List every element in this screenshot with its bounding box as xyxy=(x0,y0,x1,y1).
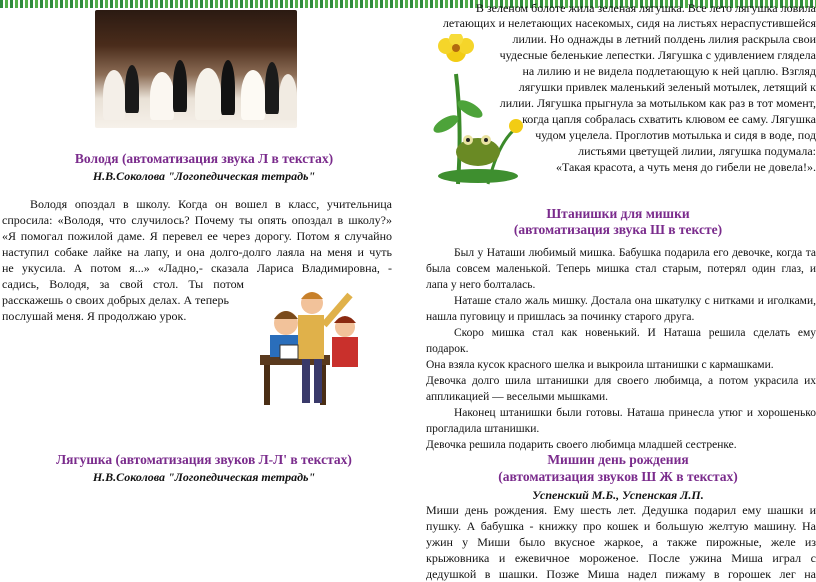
volodya-title: Володя (автоматизация звука Л в текстах) xyxy=(74,151,334,166)
text-line: когда цапля собралась схватить клювом ее саму. Лягушка xyxy=(522,112,816,126)
text-line: была совсем маленькой. Теперь мишка стал старым, потерял один глаз, и xyxy=(426,263,816,275)
text-line: чудом уцелела. Проглотив мотылька и сидя в воде, под xyxy=(535,128,816,142)
frog-title: Лягушка (автоматизация звуков Л-Л' в текстах) xyxy=(56,452,352,467)
text-line: расскажешь о своих добрых делах. А теперь xyxy=(2,293,229,307)
text-line: Девочка решила подарить своего любимца младшей сестренке. xyxy=(426,439,737,451)
text-line: лапа у него болталась. xyxy=(426,279,536,291)
schoolchildren-illustration xyxy=(250,275,370,415)
frog-story-text xyxy=(438,2,816,175)
text-line: нашла пуговицу и пришлась за починку старого друга. xyxy=(426,311,695,323)
text-line: дедушкой в шашки. Позже Миша надел пижаму в горошек лег на xyxy=(426,567,816,581)
birthday-subtitle: (автоматизация звуков Ш Ж в текстах) xyxy=(498,469,738,484)
text-line: «Я помогал пожилой даме. Я перевел ее через дорогу. Потом я случайно xyxy=(2,229,392,243)
pants-title: Штанишки для мишки xyxy=(546,206,690,221)
text-line: послушай меня. Я продолжаю урок. xyxy=(2,309,187,323)
text-line: подарок. xyxy=(426,343,469,355)
text-line: листьями цветущей лилии, лягушка подумала: xyxy=(578,144,816,158)
text-line: Наконец штанишки были готовы. Наташа принесла утюг и хорошенько xyxy=(454,407,816,419)
pants-subtitle: (автоматизация звука Ш в тексте) xyxy=(513,222,723,237)
text-line: аппликацией — веселыми мышками. xyxy=(426,391,609,403)
text-line: лилии. Но однажды в летний полдень лилия раскрыла свои xyxy=(512,32,816,46)
volodya-author: Н.В.Соколова "Логопедическая тетрадь" xyxy=(92,169,316,183)
text-line: Был у Наташи любимый мишка. Бабушка подарила его девочке, когда та xyxy=(454,247,816,259)
birthday-text xyxy=(426,502,816,582)
text-line: летающих и нелетающих насекомых, сидя на листьях нераспустившейся xyxy=(442,16,816,30)
text-line: спросила: «Володя, что случилось? Почему ты опять опоздал в школу?» xyxy=(2,213,392,227)
pants-text xyxy=(426,245,816,453)
text-line: Девочка долго шила штанишки для своего любимца, а потом украсила их xyxy=(426,375,816,387)
text-line: Она взяла кусок красного шелка и выкроила штанишки с кармашками. xyxy=(426,359,774,371)
birthday-author: Успенский М.Б., Успенская Л.П. xyxy=(532,488,704,502)
text-line: ужин у Миши было вкусное жаркое, а также пирожные, желе из xyxy=(426,535,816,549)
text-line: Скоро мишка стал как новенький. И Наташа решила сделать ему xyxy=(454,327,816,339)
text-line: чудесные беленькие лепестки. Лягушка с удивлением глядела xyxy=(499,48,816,62)
text-line: пушку. А бабушка - книжку про кошек и большую желтую машину. На xyxy=(426,519,816,533)
text-line: Володя опоздал в школу. Когда он вошел в класс, учительница xyxy=(30,197,392,211)
text-line: В зеленом болоте жила зеленая лягушка. Все лето лягушка ловила xyxy=(475,1,816,15)
text-line: наступил собаке лайке на лапу, и она долго-долго лаяла на меня и чуть xyxy=(2,245,392,259)
birthday-title: Мишин день рождения xyxy=(547,452,689,467)
text-line: садись, Володя, за свой стол. Ты потом xyxy=(2,277,244,291)
text-line: крыжовника и ежевичное мороженое. После ужина Миша играл с xyxy=(426,551,816,565)
frog-author: Н.В.Соколова "Логопедическая тетрадь" xyxy=(92,470,316,484)
text-line: лилии. Лягушка прыгнула за мотыльком как раз в тот момент, xyxy=(499,96,816,110)
text-line: «Такая красота, а чуть меня до гибели не довела!». xyxy=(555,160,816,174)
text-line: прогладила штанишки. xyxy=(426,423,540,435)
text-line: не укусила. А потом я...» «Ладно,- сказала Лариса Владимировна, - xyxy=(2,261,392,275)
text-line: Наташе стало жаль мишку. Достала она шкатулку с нитками и иголками, xyxy=(454,295,816,307)
text-line: на лилию и не видела подлетающую к ней цаплю. Взгляд xyxy=(522,64,816,78)
ballroom-dance-photo xyxy=(95,10,297,128)
text-line: лягушки привлек маленький зеленый мотылек, летящий к xyxy=(518,80,816,94)
text-line: Миши день рождения. Ему шесть лет. Дедушка подарил ему шашки и xyxy=(426,503,816,517)
